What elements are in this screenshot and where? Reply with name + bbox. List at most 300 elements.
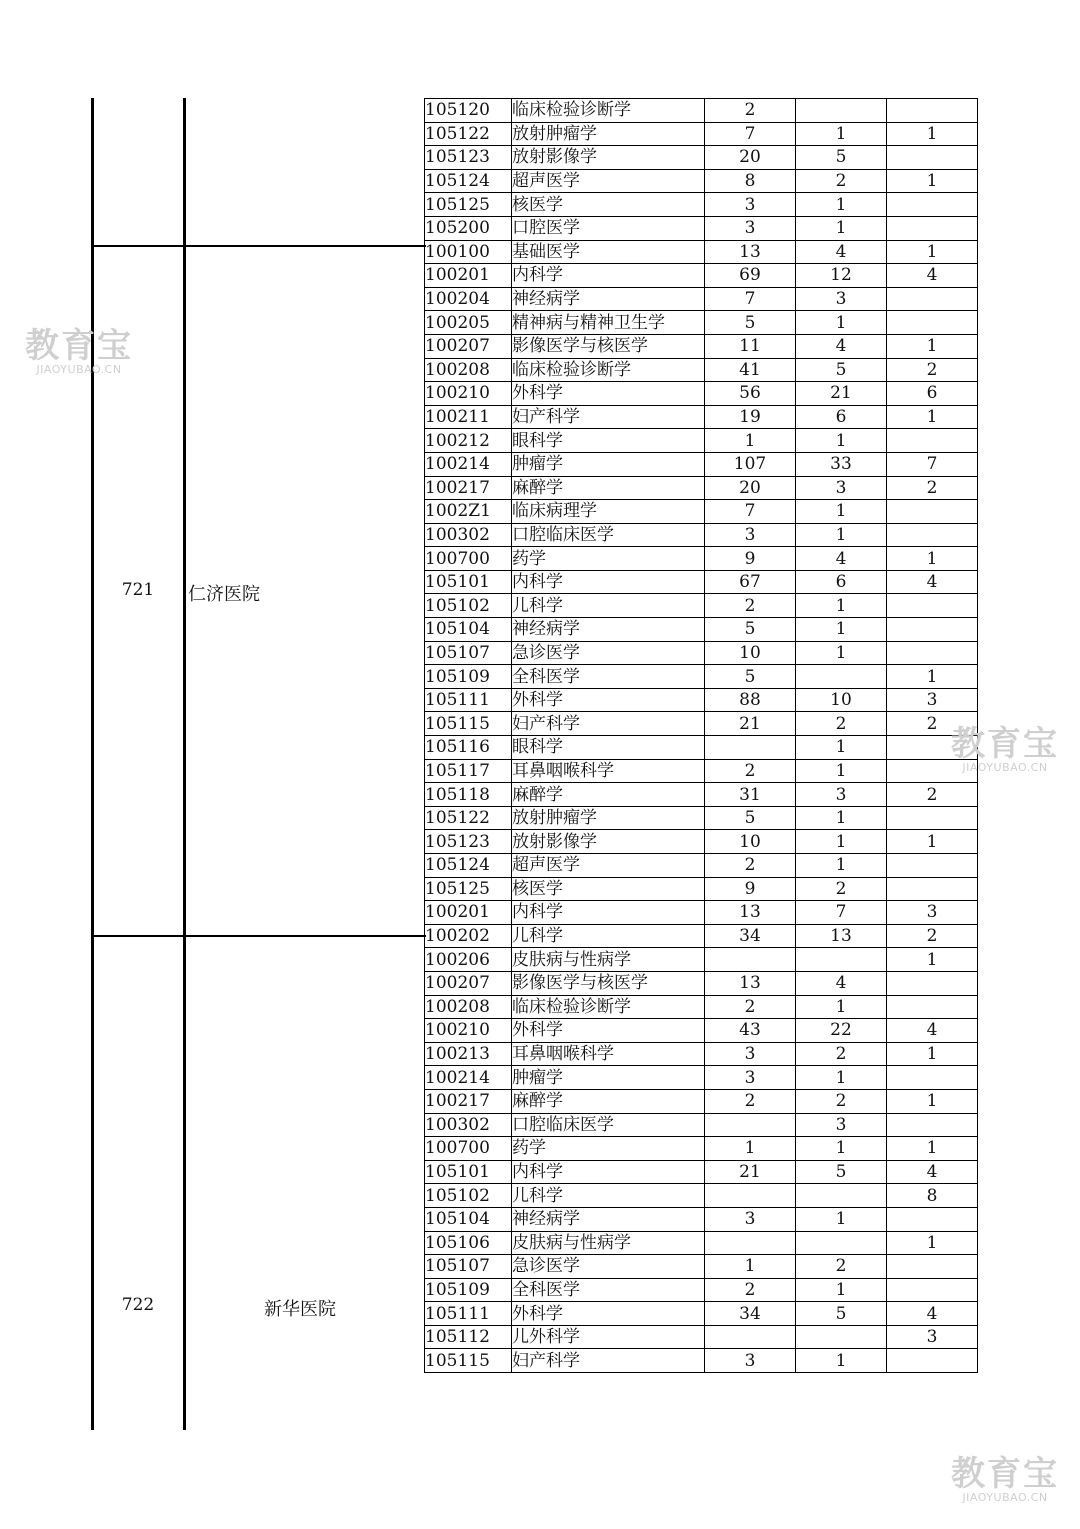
- program-name-cell: 超声医学: [512, 169, 705, 193]
- program-name-cell: 内科学: [512, 1160, 705, 1184]
- table-row: [425, 783, 978, 807]
- program-code-cell: 100204: [425, 287, 512, 311]
- count-col-3-cell: [887, 429, 978, 453]
- program-code-cell: 100208: [425, 358, 512, 382]
- table-row: [425, 1066, 978, 1090]
- program-code-cell: 100210: [425, 382, 512, 406]
- program-code-cell: 105106: [425, 1231, 512, 1255]
- program-name-cell: 妇产科学: [512, 712, 705, 736]
- program-code-cell: 105117: [425, 759, 512, 783]
- program-name-cell: 妇产科学: [512, 405, 705, 429]
- count-col-3-cell: 2: [887, 476, 978, 500]
- count-col-3-cell: [887, 216, 978, 240]
- program-name-cell: 临床病理学: [512, 500, 705, 524]
- count-col-3-cell: [887, 594, 978, 618]
- table-row: [425, 1231, 978, 1255]
- count-col-2-cell: 2: [796, 169, 887, 193]
- program-name-cell: 核医学: [512, 877, 705, 901]
- count-col-2-cell: 1: [796, 854, 887, 878]
- count-col-3-cell: 1: [887, 948, 978, 972]
- count-col-1-cell: 69: [705, 264, 796, 288]
- table-row: [425, 429, 978, 453]
- dept-divider-line: [183, 98, 186, 1430]
- table-row: [425, 1089, 978, 1113]
- count-col-1-cell: 3: [705, 193, 796, 217]
- program-name-cell: 核医学: [512, 193, 705, 217]
- count-col-3-cell: 7: [887, 452, 978, 476]
- program-code-cell: 100302: [425, 1113, 512, 1137]
- program-name-cell: 神经病学: [512, 287, 705, 311]
- count-col-1-cell: 3: [705, 523, 796, 547]
- count-col-3-cell: 2: [887, 924, 978, 948]
- count-col-2-cell: 3: [796, 287, 887, 311]
- count-col-3-cell: [887, 1255, 978, 1279]
- program-name-cell: 超声医学: [512, 854, 705, 878]
- count-col-1-cell: 21: [705, 712, 796, 736]
- count-col-2-cell: 2: [796, 877, 887, 901]
- table-row: [425, 1019, 978, 1043]
- table-row: [425, 736, 978, 760]
- dept-name-721: 仁济医院: [188, 584, 260, 605]
- program-name-cell: 影像医学与核医学: [512, 334, 705, 358]
- table-row: [425, 618, 978, 642]
- program-code-cell: 105123: [425, 830, 512, 854]
- dept-code-722: 722: [121, 1295, 155, 1315]
- left-border-line: [91, 98, 94, 1430]
- count-col-3-cell: 1: [887, 830, 978, 854]
- count-col-2-cell: 5: [796, 1302, 887, 1326]
- program-table: [424, 98, 978, 1373]
- count-col-3-cell: 4: [887, 1160, 978, 1184]
- count-col-3-cell: [887, 193, 978, 217]
- program-name-cell: 耳鼻咽喉科学: [512, 1042, 705, 1066]
- table-row: [425, 405, 978, 429]
- table-row: [425, 854, 978, 878]
- count-col-3-cell: [887, 854, 978, 878]
- count-col-3-cell: 1: [887, 334, 978, 358]
- count-col-1-cell: 20: [705, 476, 796, 500]
- count-col-3-cell: 4: [887, 1019, 978, 1043]
- count-col-2-cell: 1: [796, 523, 887, 547]
- program-code-cell: 105111: [425, 688, 512, 712]
- count-col-1-cell: 10: [705, 641, 796, 665]
- count-col-2-cell: [796, 1184, 887, 1208]
- count-col-3-cell: 1: [887, 547, 978, 571]
- program-code-cell: 100208: [425, 995, 512, 1019]
- program-name-cell: 内科学: [512, 570, 705, 594]
- count-col-1-cell: 88: [705, 688, 796, 712]
- count-col-1-cell: [705, 1231, 796, 1255]
- count-col-1-cell: 20: [705, 146, 796, 170]
- program-code-cell: 100217: [425, 1089, 512, 1113]
- program-code-cell: 1002Z1: [425, 500, 512, 524]
- program-name-cell: 临床检验诊断学: [512, 99, 705, 123]
- count-col-3-cell: [887, 618, 978, 642]
- count-col-3-cell: [887, 995, 978, 1019]
- program-code-cell: 105112: [425, 1325, 512, 1349]
- program-name-cell: 肿瘤学: [512, 452, 705, 476]
- count-col-1-cell: 3: [705, 1066, 796, 1090]
- table-row: [425, 358, 978, 382]
- count-col-1-cell: 67: [705, 570, 796, 594]
- count-col-1-cell: 5: [705, 311, 796, 335]
- program-code-cell: 105104: [425, 1207, 512, 1231]
- count-col-2-cell: 1: [796, 1137, 887, 1161]
- group-separator-721: [92, 245, 426, 247]
- count-col-3-cell: [887, 1113, 978, 1137]
- program-name-cell: 精神病与精神卫生学: [512, 311, 705, 335]
- program-name-cell: 临床检验诊断学: [512, 995, 705, 1019]
- count-col-3-cell: [887, 146, 978, 170]
- count-col-3-cell: [887, 806, 978, 830]
- program-code-cell: 105102: [425, 1184, 512, 1208]
- program-code-cell: 100217: [425, 476, 512, 500]
- count-col-3-cell: [887, 1066, 978, 1090]
- count-col-2-cell: 4: [796, 971, 887, 995]
- count-col-2-cell: 2: [796, 1089, 887, 1113]
- count-col-3-cell: 8: [887, 1184, 978, 1208]
- table-row: [425, 99, 978, 123]
- program-code-cell: 105122: [425, 806, 512, 830]
- table-row: [425, 1113, 978, 1137]
- count-col-2-cell: 1: [796, 122, 887, 146]
- count-col-3-cell: [887, 1207, 978, 1231]
- table-row: [425, 712, 978, 736]
- program-code-cell: 105102: [425, 594, 512, 618]
- count-col-3-cell: [887, 287, 978, 311]
- table-row: [425, 995, 978, 1019]
- dept-code-721: 721: [121, 580, 155, 600]
- count-col-3-cell: 3: [887, 1325, 978, 1349]
- table-row: [425, 1255, 978, 1279]
- table-row: [425, 1160, 978, 1184]
- program-name-cell: 耳鼻咽喉科学: [512, 759, 705, 783]
- table-row: [425, 500, 978, 524]
- program-code-cell: 100700: [425, 1137, 512, 1161]
- program-name-cell: 神经病学: [512, 1207, 705, 1231]
- count-col-3-cell: 1: [887, 1042, 978, 1066]
- count-col-2-cell: 1: [796, 1349, 887, 1373]
- table-row: [425, 240, 978, 264]
- count-col-1-cell: 2: [705, 1089, 796, 1113]
- watermark-domain: JIAOYUBAO.CN: [962, 1491, 1048, 1504]
- count-col-2-cell: 22: [796, 1019, 887, 1043]
- count-col-1-cell: 2: [705, 995, 796, 1019]
- count-col-3-cell: 3: [887, 901, 978, 925]
- table-row: [425, 452, 978, 476]
- table-row: [425, 665, 978, 689]
- count-col-2-cell: [796, 948, 887, 972]
- table-row: [425, 688, 978, 712]
- program-name-cell: 放射肿瘤学: [512, 122, 705, 146]
- count-col-2-cell: 1: [796, 500, 887, 524]
- count-col-1-cell: [705, 1325, 796, 1349]
- table-row: [425, 759, 978, 783]
- dept-name-722: 新华医院: [264, 1299, 336, 1320]
- table-row: [425, 334, 978, 358]
- count-col-3-cell: 1: [887, 405, 978, 429]
- program-name-cell: 放射影像学: [512, 146, 705, 170]
- program-name-cell: 外科学: [512, 688, 705, 712]
- program-code-cell: 105104: [425, 618, 512, 642]
- count-col-1-cell: 5: [705, 665, 796, 689]
- count-col-2-cell: 2: [796, 1255, 887, 1279]
- table-row: [425, 971, 978, 995]
- table-row: [425, 193, 978, 217]
- count-col-2-cell: 33: [796, 452, 887, 476]
- count-col-2-cell: 3: [796, 476, 887, 500]
- table-row: [425, 311, 978, 335]
- count-col-2-cell: 5: [796, 358, 887, 382]
- program-code-cell: 105124: [425, 169, 512, 193]
- count-col-1-cell: 3: [705, 216, 796, 240]
- program-code-cell: 100207: [425, 334, 512, 358]
- count-col-2-cell: 4: [796, 547, 887, 571]
- count-col-3-cell: 1: [887, 240, 978, 264]
- count-col-3-cell: 4: [887, 264, 978, 288]
- table-row: [425, 216, 978, 240]
- count-col-1-cell: 43: [705, 1019, 796, 1043]
- program-code-cell: 105123: [425, 146, 512, 170]
- program-code-cell: 100211: [425, 405, 512, 429]
- program-name-cell: 皮肤病与性病学: [512, 948, 705, 972]
- count-col-1-cell: 9: [705, 877, 796, 901]
- count-col-3-cell: 1: [887, 665, 978, 689]
- program-code-cell: 100302: [425, 523, 512, 547]
- program-name-cell: 眼科学: [512, 429, 705, 453]
- table-row: [425, 287, 978, 311]
- count-col-3-cell: 2: [887, 712, 978, 736]
- program-name-cell: 急诊医学: [512, 641, 705, 665]
- program-code-cell: 100205: [425, 311, 512, 335]
- program-code-cell: 105125: [425, 193, 512, 217]
- program-code-cell: 100206: [425, 948, 512, 972]
- count-col-3-cell: 1: [887, 169, 978, 193]
- program-name-cell: 麻醉学: [512, 783, 705, 807]
- table-row: [425, 547, 978, 571]
- program-code-cell: 100100: [425, 240, 512, 264]
- program-name-cell: 全科医学: [512, 1278, 705, 1302]
- count-col-2-cell: 1: [796, 1207, 887, 1231]
- program-name-cell: 麻醉学: [512, 476, 705, 500]
- count-col-2-cell: 13: [796, 924, 887, 948]
- program-name-cell: 麻醉学: [512, 1089, 705, 1113]
- table-row: [425, 264, 978, 288]
- count-col-1-cell: 107: [705, 452, 796, 476]
- program-code-cell: 100210: [425, 1019, 512, 1043]
- table-row: [425, 476, 978, 500]
- table-row: [425, 924, 978, 948]
- count-col-2-cell: 1: [796, 594, 887, 618]
- count-col-1-cell: 5: [705, 806, 796, 830]
- table-row: [425, 1302, 978, 1326]
- count-col-2-cell: 5: [796, 146, 887, 170]
- count-col-1-cell: 1: [705, 1137, 796, 1161]
- count-col-1-cell: 8: [705, 169, 796, 193]
- program-name-cell: 外科学: [512, 1302, 705, 1326]
- count-col-1-cell: 2: [705, 759, 796, 783]
- count-col-2-cell: 1: [796, 311, 887, 335]
- count-col-2-cell: 1: [796, 618, 887, 642]
- count-col-2-cell: 1: [796, 216, 887, 240]
- table-row: [425, 169, 978, 193]
- count-col-1-cell: 11: [705, 334, 796, 358]
- table-row: [425, 146, 978, 170]
- count-col-1-cell: 1: [705, 1255, 796, 1279]
- program-code-cell: 105101: [425, 570, 512, 594]
- watermark-brand: 教育宝: [25, 326, 133, 366]
- count-col-2-cell: [796, 1231, 887, 1255]
- program-name-cell: 妇产科学: [512, 1349, 705, 1373]
- count-col-2-cell: 1: [796, 1278, 887, 1302]
- count-col-1-cell: 9: [705, 547, 796, 571]
- program-name-cell: 肿瘤学: [512, 1066, 705, 1090]
- program-code-cell: 105107: [425, 1255, 512, 1279]
- count-col-3-cell: [887, 971, 978, 995]
- program-name-cell: 急诊医学: [512, 1255, 705, 1279]
- watermark-brand: 教育宝: [951, 1454, 1059, 1494]
- program-name-cell: 儿科学: [512, 924, 705, 948]
- watermark-domain: JIAOYUBAO.CN: [962, 761, 1048, 774]
- program-code-cell: 100207: [425, 971, 512, 995]
- program-name-cell: 放射肿瘤学: [512, 806, 705, 830]
- table-row: [425, 122, 978, 146]
- count-col-3-cell: [887, 311, 978, 335]
- count-col-2-cell: 1: [796, 429, 887, 453]
- table-row: [425, 1349, 978, 1373]
- program-name-cell: 内科学: [512, 264, 705, 288]
- count-col-1-cell: 7: [705, 287, 796, 311]
- program-name-cell: 药学: [512, 547, 705, 571]
- table-row: [425, 1325, 978, 1349]
- count-col-1-cell: 13: [705, 240, 796, 264]
- count-col-2-cell: 1: [796, 759, 887, 783]
- count-col-3-cell: [887, 523, 978, 547]
- count-col-2-cell: 6: [796, 570, 887, 594]
- count-col-2-cell: 2: [796, 712, 887, 736]
- table-row: [425, 1137, 978, 1161]
- program-name-cell: 临床检验诊断学: [512, 358, 705, 382]
- count-col-2-cell: 10: [796, 688, 887, 712]
- program-name-cell: 影像医学与核医学: [512, 971, 705, 995]
- program-name-cell: 基础医学: [512, 240, 705, 264]
- watermark-top-left: [14, 328, 144, 376]
- program-code-cell: 105118: [425, 783, 512, 807]
- program-name-cell: 全科医学: [512, 665, 705, 689]
- program-code-cell: 105124: [425, 854, 512, 878]
- program-code-cell: 105115: [425, 1349, 512, 1373]
- table-row: [425, 877, 978, 901]
- count-col-1-cell: 2: [705, 99, 796, 123]
- program-name-cell: 外科学: [512, 382, 705, 406]
- count-col-1-cell: 2: [705, 854, 796, 878]
- watermark-bottom-right: [940, 1456, 1070, 1504]
- program-name-cell: 儿外科学: [512, 1325, 705, 1349]
- watermark-mid-right: [940, 726, 1070, 774]
- program-code-cell: 105115: [425, 712, 512, 736]
- table-row: [425, 1278, 978, 1302]
- count-col-2-cell: 7: [796, 901, 887, 925]
- program-name-cell: 儿科学: [512, 594, 705, 618]
- count-col-2-cell: 1: [796, 1066, 887, 1090]
- count-col-3-cell: [887, 1278, 978, 1302]
- count-col-2-cell: 2: [796, 1042, 887, 1066]
- table-row: [425, 1042, 978, 1066]
- count-col-3-cell: 3: [887, 688, 978, 712]
- program-code-cell: 105120: [425, 99, 512, 123]
- count-col-3-cell: [887, 641, 978, 665]
- count-col-1-cell: 41: [705, 358, 796, 382]
- program-code-cell: 105122: [425, 122, 512, 146]
- count-col-3-cell: 1: [887, 1231, 978, 1255]
- program-name-cell: 放射影像学: [512, 830, 705, 854]
- table-row: [425, 523, 978, 547]
- count-col-3-cell: 4: [887, 570, 978, 594]
- count-col-1-cell: 56: [705, 382, 796, 406]
- count-col-1-cell: 13: [705, 901, 796, 925]
- table-row: [425, 1207, 978, 1231]
- count-col-1-cell: 21: [705, 1160, 796, 1184]
- count-col-1-cell: 34: [705, 1302, 796, 1326]
- table-row: [425, 594, 978, 618]
- program-code-cell: 105101: [425, 1160, 512, 1184]
- count-col-1-cell: 3: [705, 1207, 796, 1231]
- program-code-cell: 100202: [425, 924, 512, 948]
- count-col-2-cell: 1: [796, 995, 887, 1019]
- count-col-2-cell: 3: [796, 783, 887, 807]
- program-name-cell: 口腔临床医学: [512, 523, 705, 547]
- count-col-1-cell: 34: [705, 924, 796, 948]
- program-code-cell: 100212: [425, 429, 512, 453]
- count-col-1-cell: 7: [705, 122, 796, 146]
- count-col-1-cell: 7: [705, 500, 796, 524]
- count-col-3-cell: [887, 877, 978, 901]
- program-name-cell: 外科学: [512, 1019, 705, 1043]
- table-row: [425, 830, 978, 854]
- program-code-cell: 105109: [425, 1278, 512, 1302]
- table-row: [425, 382, 978, 406]
- count-col-1-cell: 13: [705, 971, 796, 995]
- count-col-1-cell: 19: [705, 405, 796, 429]
- table-row: [425, 1184, 978, 1208]
- count-col-1-cell: [705, 736, 796, 760]
- count-col-1-cell: [705, 948, 796, 972]
- count-col-1-cell: [705, 1184, 796, 1208]
- count-col-1-cell: 2: [705, 594, 796, 618]
- count-col-2-cell: 3: [796, 1113, 887, 1137]
- count-col-2-cell: [796, 99, 887, 123]
- count-col-3-cell: 2: [887, 783, 978, 807]
- count-col-3-cell: 1: [887, 1089, 978, 1113]
- count-col-2-cell: 4: [796, 334, 887, 358]
- count-col-2-cell: [796, 665, 887, 689]
- table-row: [425, 641, 978, 665]
- count-col-1-cell: 5: [705, 618, 796, 642]
- count-col-2-cell: 12: [796, 264, 887, 288]
- program-name-cell: 皮肤病与性病学: [512, 1231, 705, 1255]
- count-col-3-cell: [887, 1349, 978, 1373]
- program-name-cell: 眼科学: [512, 736, 705, 760]
- count-col-3-cell: [887, 99, 978, 123]
- program-name-cell: 药学: [512, 1137, 705, 1161]
- program-code-cell: 100214: [425, 452, 512, 476]
- table-row: [425, 901, 978, 925]
- program-code-cell: 100214: [425, 1066, 512, 1090]
- table-row: [425, 806, 978, 830]
- program-code-cell: 105107: [425, 641, 512, 665]
- count-col-2-cell: 6: [796, 405, 887, 429]
- count-col-2-cell: 1: [796, 193, 887, 217]
